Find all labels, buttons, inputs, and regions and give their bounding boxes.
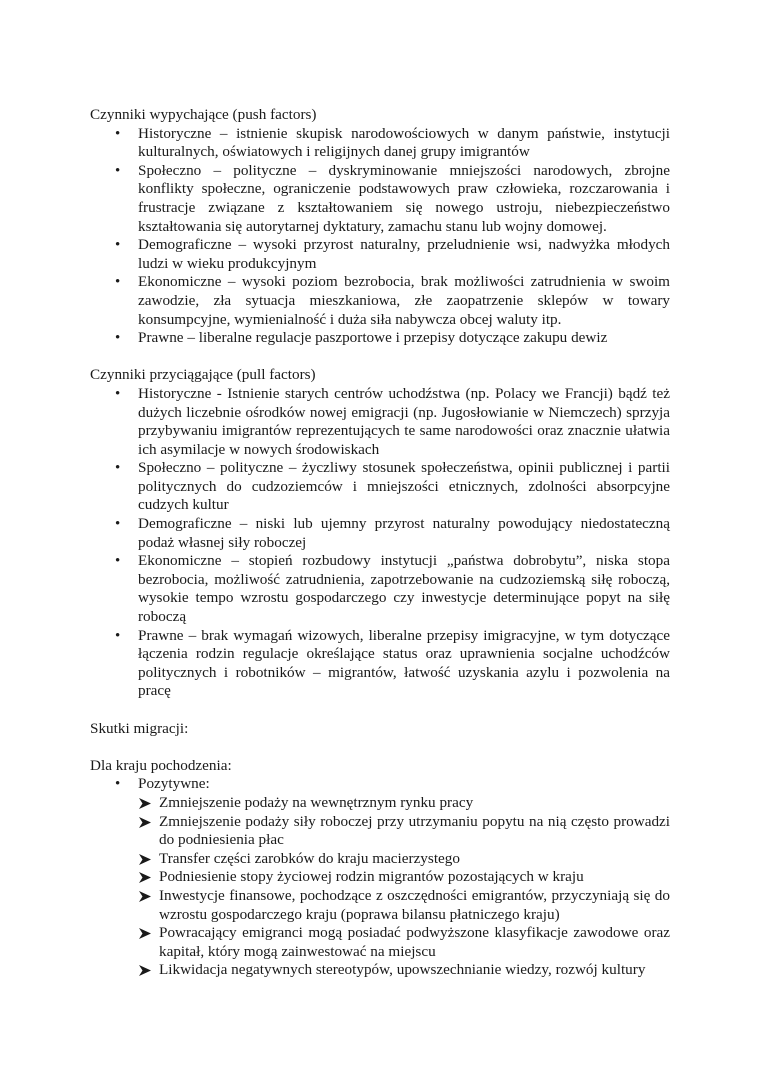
bullet-icon: • — [115, 460, 121, 477]
bullet-icon: • — [115, 162, 121, 179]
list-item: Inwestycje finansowe, pochodzące z oszczędności emigrantów, przyczyniają się do wzrostu gospodarczego kraju (poprawa bilansu płatniczego kraju) — [138, 887, 670, 924]
bullet-icon: • — [115, 385, 121, 402]
bullet-icon: • — [115, 237, 121, 254]
bullet-icon: • — [115, 125, 121, 142]
list-item: • Ekonomiczne – wysoki poziom bezrobocia, brak możliwości zatrudnienia w swoim zawodzie, zła sytuacja mieszkaniowa, złe zaopatrzenie sklepów w towary konsumpcyjne, wymienialność i duża siła nabywcza obcej waluty itp. — [115, 273, 670, 328]
list-item: Podniesienie stopy życiowej rodzin migrantów pozostających w kraju — [138, 868, 670, 887]
list-item: • Społeczno – polityczne – życzliwy stosunek społeczeństwa, opinii publicznej i partii politycznych do cudzoziemców i mniejszości etnicznych, zdolności absorpcyjne cudzych kultur — [115, 459, 670, 514]
arrowhead-bullet-icon — [139, 965, 151, 976]
list-item: Powracający emigranci mogą posiadać podwyższone klasyfikacje zawodowe oraz kapitał, który mogą zainwestować na miejscu — [138, 924, 670, 961]
list-item: • Demograficzne – wysoki przyrost naturalny, przeludnienie wsi, nadwyżka młodych ludzi w wieku produkcyjnym — [115, 236, 670, 272]
push-factors-heading: Czynniki wypychające (push factors) — [90, 106, 317, 123]
list-item: Likwidacja negatywnych stereotypów, upowszechnianie wiedzy, rozwój kultury — [138, 961, 670, 980]
arrowhead-bullet-icon — [139, 854, 151, 865]
pull-factors-list — [90, 385, 670, 701]
document-page — [90, 106, 670, 980]
origin-effects-list — [90, 775, 670, 980]
push-factors-list — [90, 125, 670, 348]
arrowhead-bullet-icon — [139, 891, 151, 902]
bullet-icon: • — [115, 330, 121, 347]
list-item: Transfer części zarobków do kraju macierzystego — [138, 850, 670, 869]
bullet-icon: • — [115, 776, 121, 793]
bullet-icon: • — [115, 553, 121, 570]
arrowhead-bullet-icon — [139, 798, 151, 809]
positive-effects-list — [138, 794, 670, 980]
bullet-icon: • — [115, 627, 121, 644]
list-item-positive: • Pozytywne: Zmniejszenie podaży na wewnętrznym rynku pracy Zmniejszenie podaży siły roboczej przy utrzymaniu popytu na nią często prowadzi do podniesienia płac Transfer części zarobków do kraju macierzystego Podniesienie stopy życiowej rodzin migrantów pozostających w kraju Inwestycje finansowe, pochodzące z oszczędności emigrantów, przyczyniają się do wzrostu gospodarczego kraju (poprawa bilansu płatniczego kraju) Powracający emigranci mogą posiadać podwyższone klasyfikacje zawodowe oraz kapitał, który mogą zainwestować na miejscu Likwidacja negatywnych stereotypów, upowszechnianie wiedzy, rozwój kultury — [115, 775, 670, 979]
list-item: • Społeczno – polityczne – dyskryminowanie mniejszości narodowych, zbrojne konflikty społeczne, ograniczenie podstawowych praw człowieka, rozczarowania i frustracje związane z kształtowaniem się nowego ustroju, niebezpieczeństwo kształtowania się autorytarnej dyktatury, zamachu stanu lub wojny domowej. — [115, 161, 670, 235]
list-item: • Historyczne - Istnienie starych centrów uchodźstwa (np. Polacy we Francji) bądź też dużych liczebnie ośrodków nowej emigracji (np. Jugosłowianie w Niemczech) sprzyja przybywaniu imigrantów reprezentujących te same narodowości oraz znacznie ułatwia ich asymilacje w nowych środowiskach — [115, 384, 670, 458]
arrowhead-bullet-icon — [139, 817, 151, 828]
bullet-icon: • — [115, 516, 121, 533]
list-item: • Demograficzne – niski lub ujemny przyrost naturalny powodujący niedostateczną podaż własnej siły roboczej — [115, 515, 670, 551]
arrowhead-bullet-icon — [139, 872, 151, 883]
migration-effects-heading: Skutki migracji: — [90, 719, 189, 737]
bullet-icon: • — [115, 274, 121, 291]
list-item: • Historyczne – istnienie skupisk narodowościowych w danym państwie, instytucji kulturalnych, oświatowych i religijnych danej grupy imigrantów — [115, 124, 670, 161]
list-item: • Prawne – brak wymagań wizowych, liberalne przepisy imigracyjne, w tym dotyczące łączenia rodzin regulacje określające status oraz uprawnienia socjalne uchodźców politycznych i robotników – migrantów, łatwość uzyskania azylu i pozwolenia na pracę — [115, 626, 670, 700]
pull-factors-heading: Czynniki przyciągające (pull factors) — [90, 366, 316, 384]
list-item: Zmniejszenie podaży na wewnętrznym rynku pracy — [138, 794, 670, 813]
origin-country-heading: Dla kraju pochodzenia: — [90, 756, 232, 774]
list-item: Zmniejszenie podaży siły roboczej przy utrzymaniu popytu na nią często prowadzi do podniesienia płac — [138, 813, 670, 850]
list-item: • Prawne – liberalne regulacje paszportowe i przepisy dotyczące zakupu dewiz — [115, 329, 608, 347]
arrowhead-bullet-icon — [139, 928, 151, 939]
list-item: • Ekonomiczne – stopień rozbudowy instytucji „państwa dobrobytu”, niska stopa bezrobocia, możliwość zatrudnienia, zapotrzebowanie na cudzoziemską siłę roboczą, wysokie tempo wzrostu gospodarczego czy inwestycje determinujące popyt na siłę roboczą — [115, 552, 670, 626]
